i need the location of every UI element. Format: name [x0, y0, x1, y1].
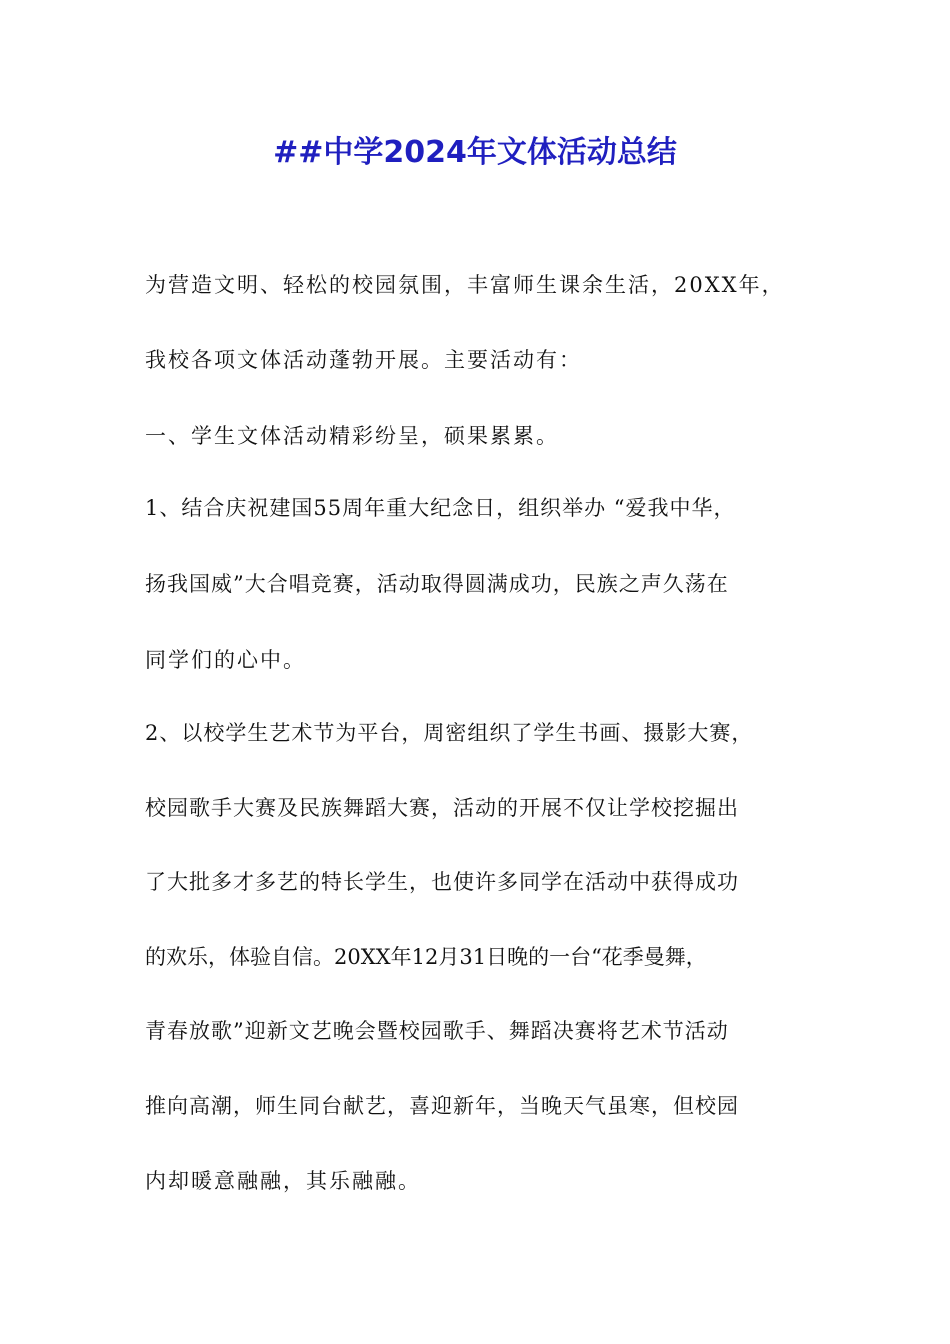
paragraph-line: 校园歌手大赛及民族舞蹈大赛，活动的开展不仅让学校挖掘出 — [145, 796, 739, 820]
paragraph-line: 为营造文明、轻松的校园氛围，丰富师生课余生活，20XX年， — [145, 273, 785, 297]
paragraph-line: 内却暖意融融，其乐融融。 — [145, 1169, 421, 1193]
paragraph-line: 扬我国威”大合唱竞赛，活动取得圆满成功，民族之声久荡在 — [145, 572, 729, 596]
paragraph-line: 我校各项文体活动蓬勃开展。主要活动有： — [145, 348, 582, 372]
document-title: ##中学2024年文体活动总结 — [273, 135, 677, 170]
paragraph-line: 青春放歌”迎新文艺晚会暨校园歌手、舞蹈决赛将艺术节活动 — [145, 1019, 729, 1043]
paragraph-line: 了大批多才多艺的特长学生，也使许多同学在活动中获得成功 — [145, 870, 739, 894]
paragraph-line: 1、结合庆祝建国55周年重大纪念日，组织举办 “爱我中华， — [145, 496, 736, 520]
paragraph-line: 推向高潮，师生同台献艺，喜迎新年，当晚天气虽寒，但校园 — [145, 1094, 739, 1118]
section-heading: 一、学生文体活动精彩纷呈，硕果累累。 — [145, 424, 559, 448]
paragraph-line: 2、以校学生艺术节为平台，周密组织了学生书画、摄影大赛， — [145, 721, 754, 745]
paragraph-line: 同学们的心中。 — [145, 648, 306, 672]
paragraph-line: 的欢乐，体验自信。20XX年12月31日晚的一台“花季曼舞， — [145, 945, 707, 969]
